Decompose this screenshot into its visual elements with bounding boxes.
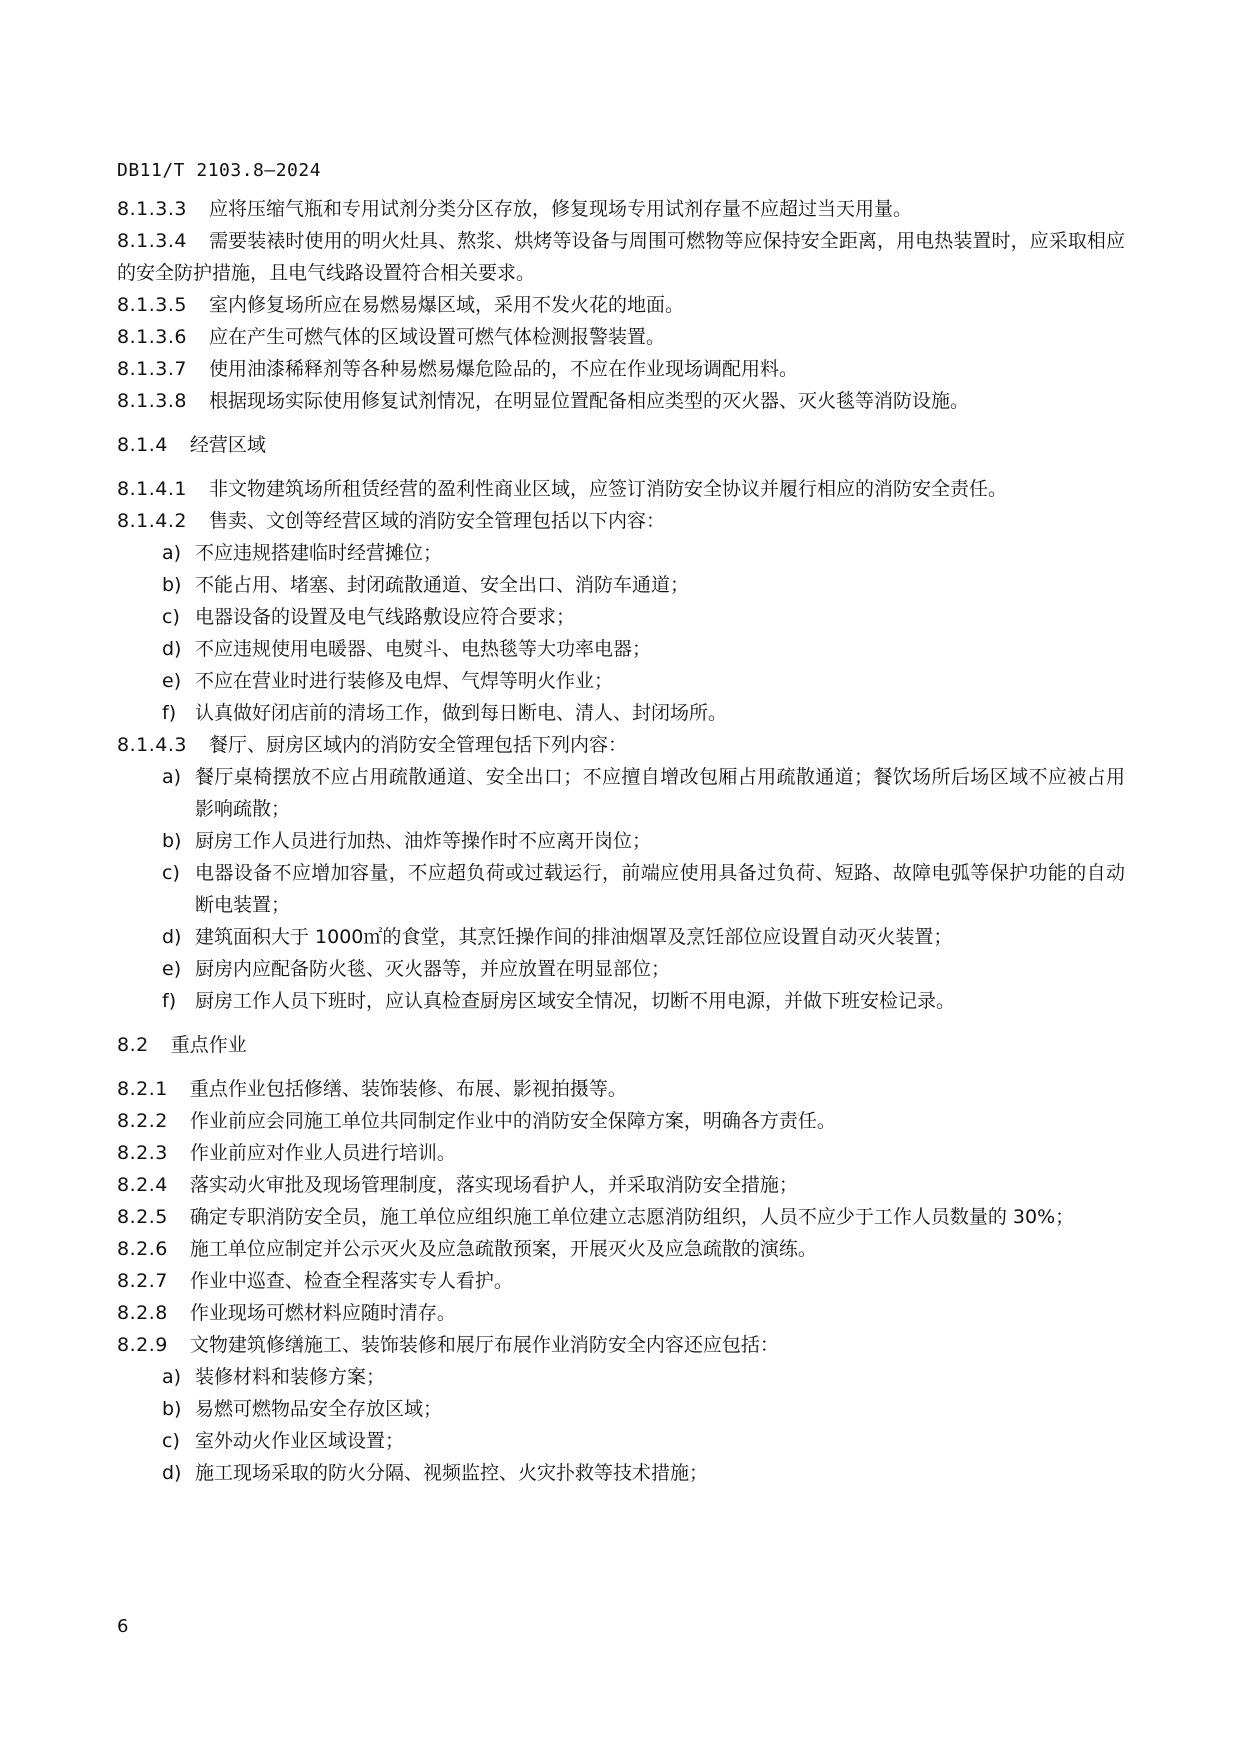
list-item-label: a) [162,766,182,788]
section-title: 经营区域 [189,434,266,456]
list-item-label: e) [162,958,182,980]
clause-text: 应将压缩气瓶和专用试剂分类分区存放，修复现场专用试剂存量不应超过当天用量。 [208,198,912,220]
clause-paragraph [117,1329,1125,1361]
list-item-label: d) [162,638,182,660]
list-item [117,601,1125,633]
list-item-text: 不应违规使用电暖器、电熨斗、电热毯等大功率电器； [195,638,652,660]
clause-text: 售卖、文创等经营区域的消防安全管理包括以下内容： [208,510,665,532]
clause-paragraph [117,385,1125,417]
clause-text: 使用油漆稀释剂等各种易燃易爆危险品的，不应在作业现场调配用料。 [208,358,798,380]
clause-paragraph [117,729,1125,761]
list-item-label: b) [162,1398,182,1420]
clause-number: 8.2.7 [117,1270,168,1292]
clause-number: 8.1.4.1 [117,478,187,500]
clause-number: 8.1.4.2 [117,510,187,532]
list-item-label: a) [162,542,182,564]
list-item [117,1393,1125,1425]
clause-text: 落实动火审批及现场管理制度，落实现场看护人，并采取消防安全措施； [189,1174,798,1196]
clause-paragraph [117,505,1125,537]
clause-paragraph [117,1137,1125,1169]
clause-number: 8.1.3.3 [117,198,187,220]
list-item [117,633,1125,665]
list-item [117,825,1125,857]
section-heading [117,429,1125,461]
list-item [117,569,1125,601]
clause-number: 8.2.3 [117,1142,168,1164]
clause-text: 作业现场可燃材料应随时清存。 [189,1302,456,1324]
clause-number: 8.1.3.7 [117,358,187,380]
list-item-text: 认真做好闭店前的清场工作，做到每日断电、清人、封闭场所。 [195,702,728,724]
clause-number: 8.1.3.6 [117,326,187,348]
clause-paragraph [117,193,1125,225]
clause-number: 8.2.5 [117,1206,168,1228]
clause-number: 8.2.2 [117,1110,168,1132]
clause-paragraph [117,1105,1125,1137]
list-item [117,921,1125,953]
clause-paragraph [117,321,1125,353]
list-item-label: c) [162,862,180,884]
clause-text: 文物建筑修缮施工、装饰装修和展厅布展作业消防安全内容还应包括： [189,1334,779,1356]
list-item-text: 不应在营业时进行装修及电焊、气焊等明火作业； [195,670,614,692]
list-item [117,1361,1125,1393]
section-number: 8.2 [117,1034,149,1056]
clause-paragraph [117,353,1125,385]
list-item-text: 施工现场采取的防火分隔、视频监控、火灾扑救等技术措施； [195,1462,709,1484]
clause-number: 8.1.3.4 [117,230,187,252]
list-item-label: b) [162,574,182,596]
clause-text: 应在产生可燃气体的区域设置可燃气体检测报警装置。 [208,326,665,348]
clause-paragraph [117,1265,1125,1297]
document-code: DB11/T 2103.8—2024 [117,160,322,181]
clause-text: 确定专职消防安全员，施工单位应组织施工单位建立志愿消防组织，人员不应少于工作人员数量的 30%； [189,1206,1075,1228]
list-item-label: b) [162,830,182,852]
list-item [117,537,1125,569]
section-number: 8.1.4 [117,434,168,456]
list-item [117,1425,1125,1457]
clause-text: 需要装裱时使用的明火灶具、熬浆、烘烤等设备与周围可燃物等应保持安全距离，用电热装置时，应采取相应的安全防护措施，且电气线路设置符合相关要求。 [117,230,1125,284]
list-item-label: c) [162,1430,180,1452]
clause-text: 作业中巡查、检查全程落实专人看护。 [189,1270,513,1292]
clause-paragraph [117,1233,1125,1265]
list-item-text: 电器设备不应增加容量，不应超负荷或过载运行，前端应使用具备过负荷、短路、故障电弧等保护功能的自动断电装置； [195,862,1125,916]
page-number: 6 [117,1616,129,1637]
list-item-text: 不应违规搭建临时经营摊位； [195,542,443,564]
list-item [117,857,1125,921]
section-heading [117,1029,1125,1061]
document-body [117,193,1125,1489]
list-item-text: 电器设备的设置及电气线路敷设应符合要求； [195,606,576,628]
clause-number: 8.2.9 [117,1334,168,1356]
list-item-label: c) [162,606,180,628]
list-item-text: 不能占用、堵塞、封闭疏散通道、安全出口、消防车通道； [195,574,690,596]
clause-number: 8.2.4 [117,1174,168,1196]
list-item-text: 餐厅桌椅摆放不应占用疏散通道、安全出口；不应擅自增改包厢占用疏散通道；餐饮场所后场区域不应被占用影响疏散； [195,766,1125,820]
clause-paragraph [117,1169,1125,1201]
clause-text: 施工单位应制定并公示灭火及应急疏散预案，开展灭火及应急疏散的演练。 [189,1238,817,1260]
list-item-text: 厨房内应配备防火毯、灭火器等，并应放置在明显部位； [195,958,671,980]
clause-number: 8.2.1 [117,1078,168,1100]
clause-text: 室内修复场所应在易燃易爆区域，采用不发火花的地面。 [208,294,684,316]
clause-number: 8.1.3.5 [117,294,187,316]
clause-paragraph [117,1297,1125,1329]
list-item-text: 厨房工作人员进行加热、油炸等操作时不应离开岗位； [195,830,652,852]
clause-number: 8.2.6 [117,1238,168,1260]
list-item-label: d) [162,1462,182,1484]
list-item-label: f) [162,990,177,1012]
list-item [117,953,1125,985]
clause-paragraph [117,1201,1125,1233]
list-item-label: f) [162,702,177,724]
list-item-label: a) [162,1366,182,1388]
list-item-label: d) [162,926,182,948]
list-item [117,665,1125,697]
list-item-text: 建筑面积大于 1000㎡的食堂，其烹饪操作间的排油烟罩及烹饪部位应设置自动灭火装置； [195,926,953,948]
list-item [117,697,1125,729]
list-item-text: 易燃可燃物品安全存放区域； [195,1398,443,1420]
clause-paragraph [117,473,1125,505]
clause-paragraph [117,1073,1125,1105]
list-item-text: 室外动火作业区域设置； [195,1430,405,1452]
clause-number: 8.1.3.8 [117,390,187,412]
section-title: 重点作业 [170,1034,247,1056]
list-item [117,985,1125,1017]
clause-text: 根据现场实际使用修复试剂情况，在明显位置配备相应类型的灭火器、灭火毯等消防设施。 [208,390,969,412]
list-item [117,1457,1125,1489]
clause-text: 餐厅、厨房区域内的消防安全管理包括下列内容： [208,734,627,756]
clause-text: 作业前应会同施工单位共同制定作业中的消防安全保障方案，明确各方责任。 [189,1110,836,1132]
clause-number: 8.2.8 [117,1302,168,1324]
clause-text: 非文物建筑场所租赁经营的盈利性商业区域，应签订消防安全协议并履行相应的消防安全责任。 [208,478,1007,500]
clause-number: 8.1.4.3 [117,734,187,756]
list-item-label: e) [162,670,182,692]
clause-paragraph [117,289,1125,321]
list-item-text: 厨房工作人员下班时，应认真检查厨房区域安全情况，切断不用电源，并做下班安检记录。 [195,990,956,1012]
clause-text: 作业前应对作业人员进行培训。 [189,1142,456,1164]
list-item [117,761,1125,825]
clause-paragraph [117,225,1125,289]
clause-text: 重点作业包括修缮、装饰装修、布展、影视拍摄等。 [189,1078,627,1100]
list-item-text: 装修材料和装修方案； [195,1366,386,1388]
